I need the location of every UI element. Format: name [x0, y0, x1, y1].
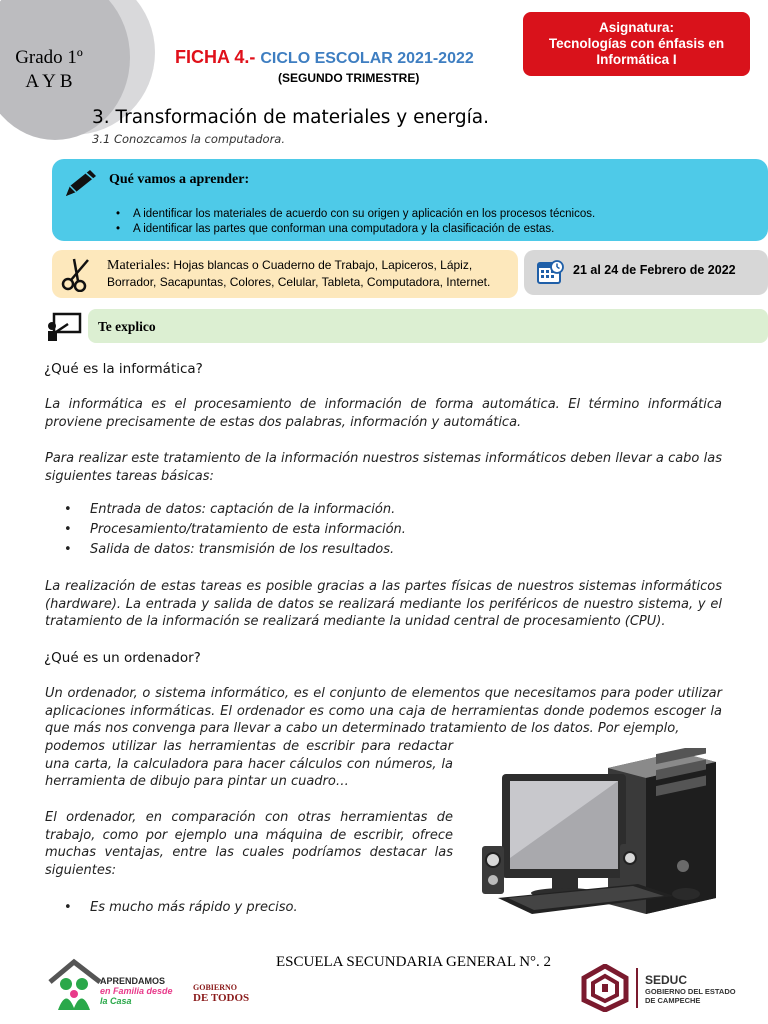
list-item: • Entrada de datos: captación de la información. [64, 500, 406, 520]
grade-label [4, 46, 94, 94]
campeche-emblem [580, 964, 630, 1016]
scissors-icon [60, 256, 94, 296]
learn-title: Qué vamos a aprender: [109, 172, 250, 187]
logo-text: SEDUC [645, 973, 688, 987]
section-title: 3. Transformación de materiales y energía. [92, 107, 489, 128]
section-subtitle: 3.1 Conozcamos la computadora. [92, 132, 285, 146]
logo-divider [636, 968, 638, 1008]
date-range: 21 al 24 de Febrero de 2022 [573, 263, 736, 277]
explain-title: Te explico [98, 319, 156, 334]
explain-box [88, 309, 768, 343]
gobierno-de-todos-logo [193, 983, 249, 1003]
trimestre: (SEGUNDO TRIMESTRE) [278, 71, 420, 85]
learn-list [116, 207, 756, 236]
aprendamos-logo [44, 958, 174, 1014]
list-item: • Salida de datos: transmisión de los resultados. [64, 540, 406, 560]
logo-text: la Casa [100, 996, 132, 1006]
learn-item: • A identificar los materiales de acuerdo con su origen y aplicación en los procesos técnicos. [116, 207, 756, 222]
task-list [64, 500, 406, 560]
paragraph: La informática es el procesamiento de información de forma automática. El término informática proviene precisamente de estas dos palabras, información y automática. [45, 397, 722, 430]
calendar-icon [536, 258, 564, 290]
ficha-number: FICHA 4.- [175, 47, 256, 67]
logo-text: DE TODOS [193, 992, 250, 1004]
asignatura-box [523, 12, 750, 76]
school-name: ESCUELA SECUNDARIA GENERAL N°. 2 [276, 954, 552, 970]
ciclo-escolar: CICLO ESCOLAR 2021-2022 [260, 50, 474, 67]
list-item: • Es mucho más rápido y preciso. [64, 898, 298, 918]
materials-label: Materiales: [107, 258, 170, 273]
learn-item: • A identificar las partes que conforman una computadora y la clasificación de estas. [116, 222, 756, 236]
logo-text: en Familia desde [100, 986, 173, 996]
logo-text: GOBIERNO [193, 983, 238, 992]
paragraph: Un ordenador, o sistema informático, es el conjunto de elementos que necesitamos para poder utilizar aplicaciones informáticas. El ordenador es como una caja de herramientas donde podemos escoger la que más nos convenga para llevar a cabo un determinado tratamiento de los datos. Por ejemplo, [45, 686, 722, 736]
list-item: • Procesamiento/tratamiento de esta información. [64, 520, 406, 540]
materials-list: Hojas blancas o Cuaderno de Trabajo, Lapiceros, Lápiz, Borrador, Sacapuntas, Colores, Celular, Tableta, Computadora, Internet. [107, 258, 491, 289]
seduc-logo-text [645, 974, 736, 1005]
paragraph: podemos utilizar las herramientas de escribir para redactar una carta, la calculadora para hacer cálculos con números, la herramienta de dibujo para pintar un cuadro… [45, 739, 453, 789]
logo-text: GOBIERNO DEL ESTADO [645, 987, 736, 996]
asignatura-name-1: Tecnologías con énfasis en [548, 36, 725, 51]
asignatura-label: Asignatura: [598, 20, 674, 35]
paragraph: La realización de estas tareas es posible gracias a las partes físicas de nuestros sistemas informáticos (hardware). La entrada y salida de datos se realizará mediante los periféricos de nuestro sistema, y el tratamiento de la información se realizará mediante la unidad central de procesamiento (CPU). [45, 579, 722, 629]
paragraph: El ordenador, en comparación con otras herramientas de trabajo, como por ejemplo una máquina de escribir, ofrece muchas ventajas, entre las cuales podríamos destacar las siguientes: [45, 810, 453, 878]
asignatura-name-2: Informática I [596, 52, 677, 67]
logo-text: DE CAMPECHE [645, 996, 701, 1005]
question-heading: ¿Qué es un ordenador? [44, 650, 201, 666]
materials-text [107, 257, 517, 290]
ficha-title [175, 47, 474, 68]
grade-line2: A Y B [25, 71, 73, 92]
paragraph: Para realizar este tratamiento de la información nuestros sistemas informáticos deben llevar a cabo las siguientes tareas básicas: [45, 451, 722, 484]
grade-line1: Grado 1º [15, 47, 83, 68]
logo-text: APRENDAMOS [100, 976, 166, 986]
advantages-list [64, 898, 298, 918]
question-heading: ¿Qué es la informática? [44, 361, 203, 377]
desktop-computer-image [478, 748, 728, 922]
pencil-icon [62, 168, 98, 204]
teacher-board-icon [46, 312, 82, 346]
